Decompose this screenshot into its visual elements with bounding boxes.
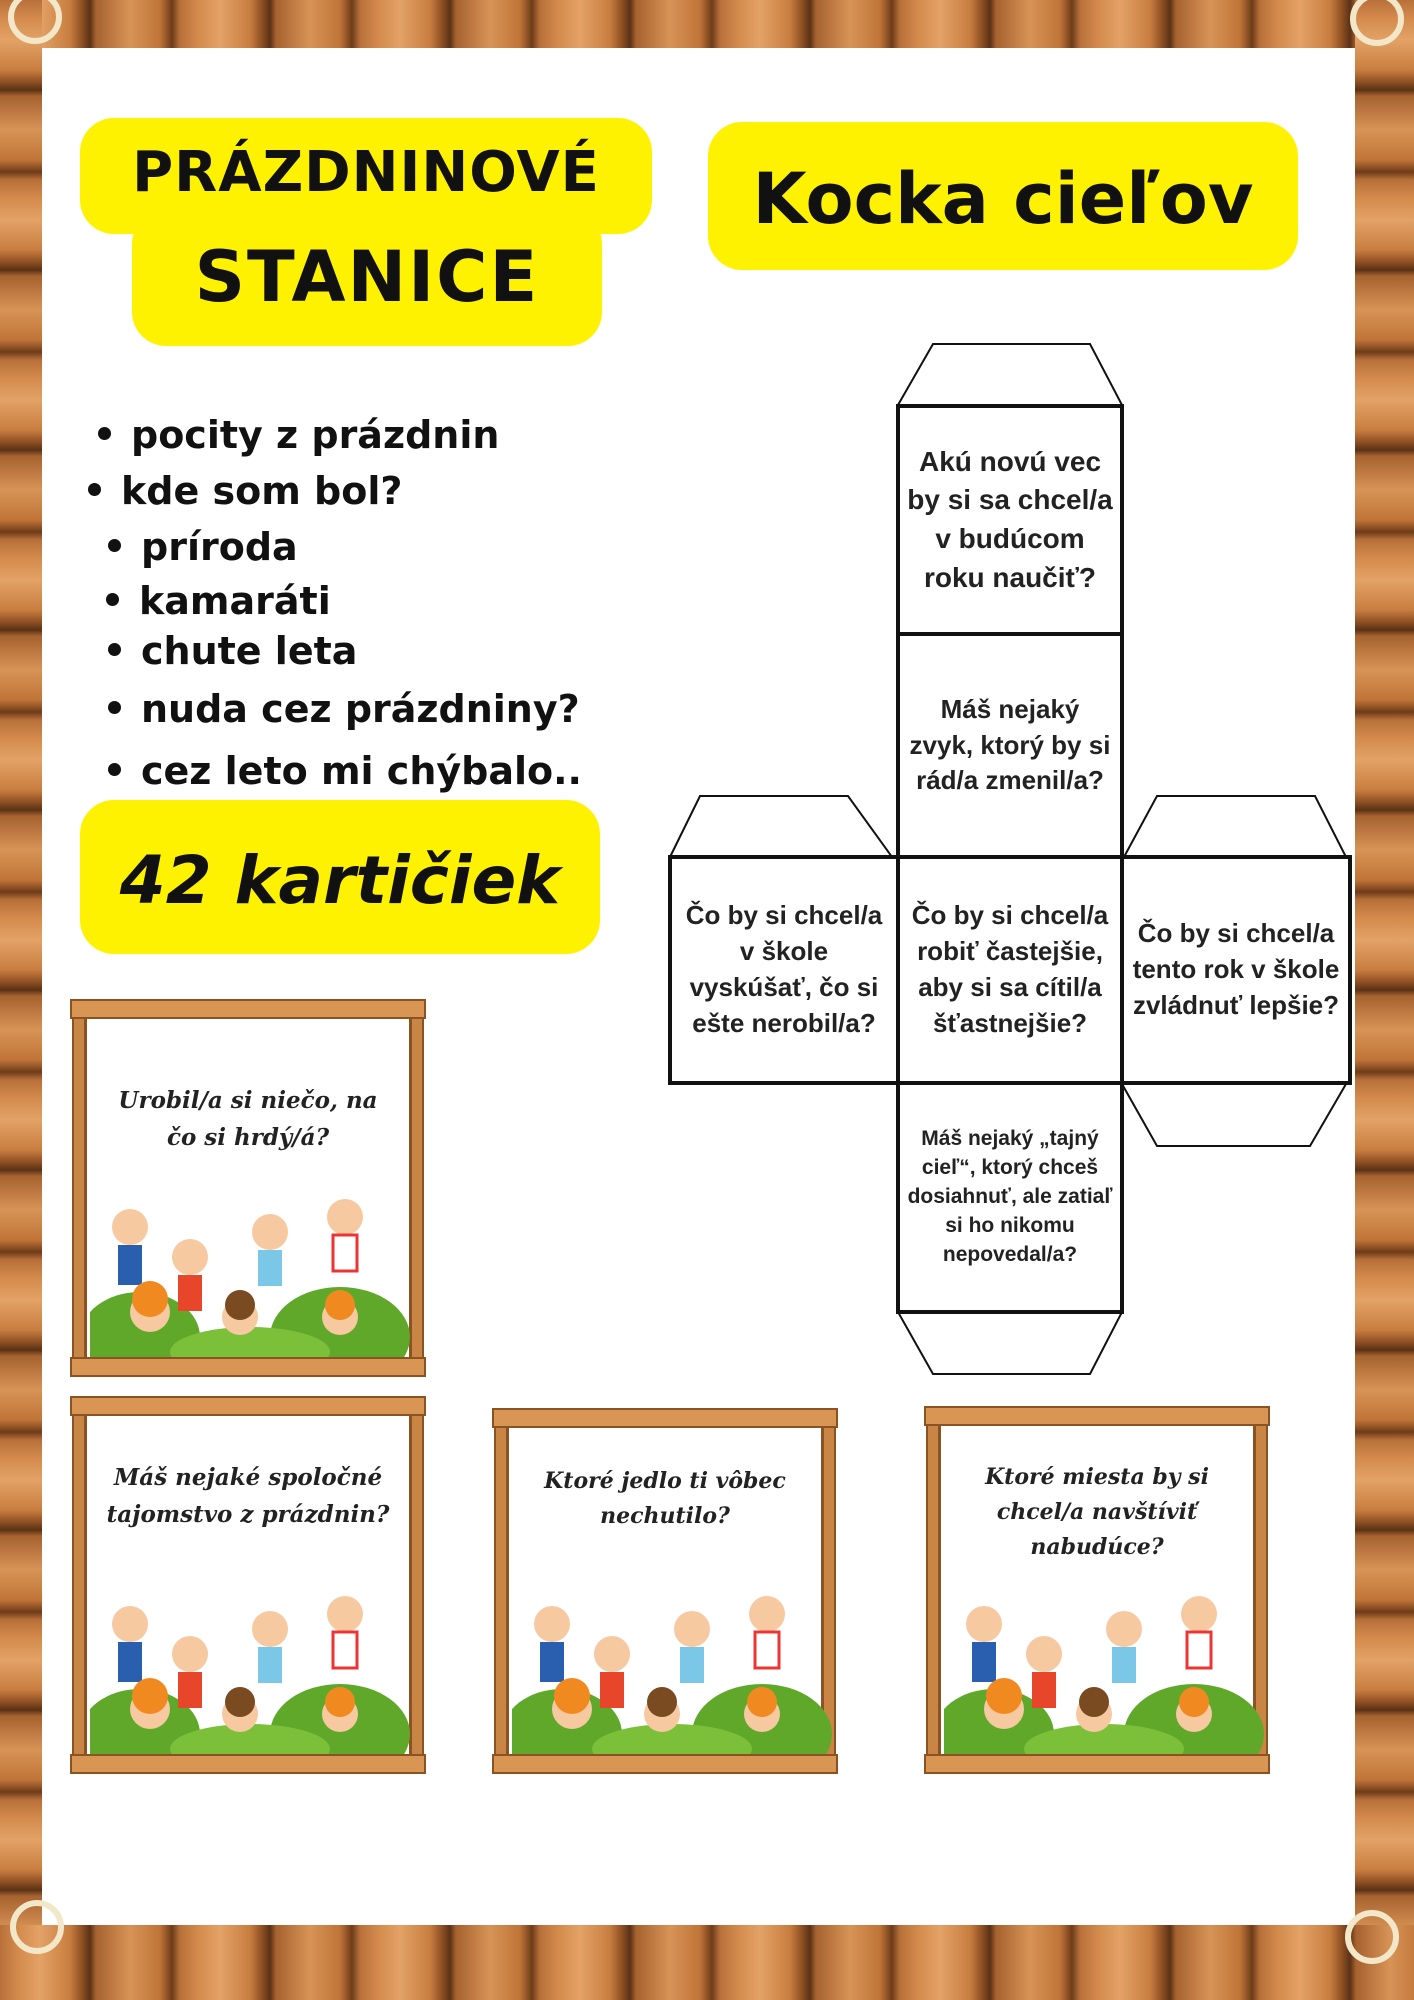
card-frame-bar — [70, 999, 426, 1019]
bamboo-frame-left — [0, 0, 42, 2000]
kids-illustration-icon — [512, 1584, 832, 1754]
card-question: Urobil/a si niečo, na čo si hrdý/á? — [118, 1087, 378, 1151]
page-title-line2: STANICE — [194, 236, 540, 318]
bamboo-frame-top — [0, 0, 1414, 48]
question-card — [928, 1410, 1266, 1770]
bamboo-frame-bottom — [0, 1925, 1414, 2000]
page-title-line1: PRÁZDNINOVÉ — [132, 140, 600, 205]
card-question: Máš nejaké spoločné tajomstvo z prázdnin? — [106, 1464, 390, 1528]
card-frame-bar — [924, 1754, 1270, 1774]
cube-face-upper: Máš nejaký zvyk, ktorý by si rád/a zmenil/a? — [896, 632, 1124, 859]
question-card — [74, 1400, 422, 1770]
topic-item: cez leto mi chýbalo.. — [108, 749, 582, 793]
kids-illustration-icon — [944, 1584, 1264, 1754]
card-frame-bar — [70, 1396, 426, 1416]
kids-illustration-icon — [90, 1187, 410, 1357]
card-frame-bar — [70, 1754, 426, 1774]
topic-item: nuda cez prázdniny? — [108, 687, 580, 731]
card-question: Ktoré jedlo ti vôbec nechutilo? — [544, 1468, 786, 1530]
question-card — [496, 1412, 834, 1770]
card-frame-bar — [924, 1406, 1270, 1426]
rope-knot-icon — [10, 1900, 64, 1954]
card-question: Ktoré miesta by si chcel/a navštíviť nabudúce? — [985, 1464, 1209, 1561]
question-card — [74, 1003, 422, 1373]
topic-item: chute leta — [108, 629, 357, 673]
rope-knot-icon — [1345, 1910, 1399, 1964]
card-frame-bar — [70, 1357, 426, 1377]
cube-face-left: Čo by si chcel/a v škole vyskúšať, čo si ešte nerobil/a? — [668, 855, 900, 1085]
bamboo-frame-right — [1355, 0, 1414, 2000]
cube-face-right: Čo by si chcel/a tento rok v škole zvládnuť lepšie? — [1120, 855, 1352, 1085]
topic-item: príroda — [108, 525, 298, 569]
cube-face-center: Čo by si chcel/a robiť častejšie, aby si sa cítil/a šťastnejšie? — [896, 855, 1124, 1085]
topic-item: kde som bol? — [88, 469, 402, 513]
card-count-label: 42 kartičiek — [119, 842, 561, 919]
card-frame-bar — [492, 1754, 838, 1774]
subtitle: Kocka cieľov — [752, 158, 1254, 240]
cube-face-top: Akú novú vec by si sa chcel/a v budúcom roku naučiť? — [896, 404, 1124, 636]
cube-face-bottom: Máš nejaký „tajný cieľ“, ktorý chceš dosiahnuť, ale zatiaľ si ho nikomu nepovedal/a? — [896, 1081, 1124, 1314]
topic-item: kamaráti — [106, 579, 331, 623]
kids-illustration-icon — [90, 1584, 410, 1754]
topic-item: pocity z prázdnin — [98, 413, 499, 457]
card-frame-bar — [492, 1408, 838, 1428]
